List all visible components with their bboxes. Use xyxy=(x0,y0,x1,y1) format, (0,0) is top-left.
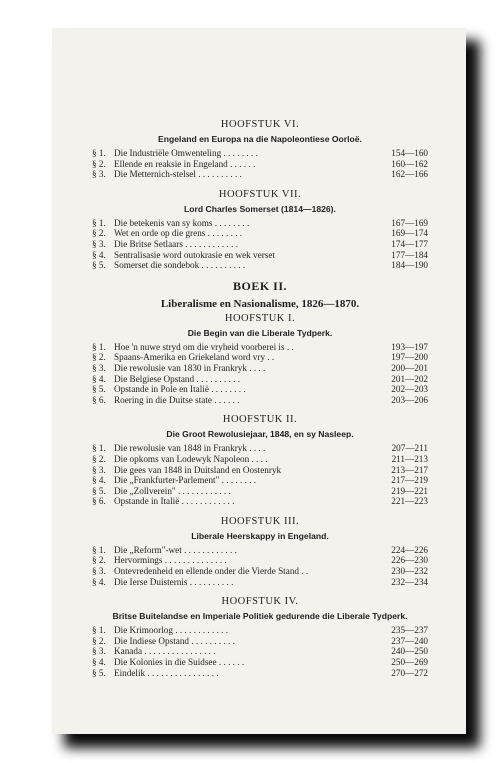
section-list xyxy=(92,148,428,180)
chapter-block xyxy=(92,413,428,507)
section-entry xyxy=(92,636,428,647)
section-number: § 4. xyxy=(92,576,106,587)
page-range: 207—211 xyxy=(391,443,428,454)
section-entry xyxy=(92,465,428,476)
section-title: Die rewolusie van 1848 in Frankryk . . . . xyxy=(114,443,266,454)
section-entry xyxy=(92,148,428,159)
section-title: Die Metternich-stelsel . . . . . . . . . . xyxy=(114,169,242,180)
section-entry xyxy=(92,374,428,385)
section-number: § 4. xyxy=(92,249,106,260)
page-range: 193—197 xyxy=(391,341,428,352)
section-title: Die Belgiese Opstand . . . . . . . . . . xyxy=(114,373,241,384)
page-range: 184—190 xyxy=(391,260,428,271)
section-entry xyxy=(92,577,428,588)
section-title: Ontevredenheid en ellende onder die Vierde Stand . . xyxy=(114,566,309,577)
page-range: 200—201 xyxy=(391,362,428,373)
section-entry xyxy=(92,475,428,486)
chapter-title: Britse Buitelandse en Imperiale Politiek gedurende die Liberale Tydperk. xyxy=(112,611,408,622)
section-number: § 4. xyxy=(92,373,106,384)
section-title: Eindelik . . . . . . . . . . . . . . . . xyxy=(114,667,219,678)
page-range: 169—174 xyxy=(391,228,428,239)
section-entry xyxy=(92,668,428,679)
section-title: Opstande in Italië . . . . . . . . . . . . xyxy=(114,496,235,507)
book-page xyxy=(52,28,466,734)
page-range: 221—223 xyxy=(391,496,428,507)
section-number: § 1. xyxy=(92,544,106,555)
section-entry xyxy=(92,625,428,636)
page-range: 232—234 xyxy=(391,576,428,587)
section-list xyxy=(92,625,428,678)
section-entry xyxy=(92,169,428,180)
chapter-block xyxy=(92,595,428,678)
section-title: Kanada . . . . . . . . . . . . . . . . xyxy=(114,646,216,657)
page-range: 230—232 xyxy=(391,566,428,577)
page-range: 211—213 xyxy=(391,453,428,464)
section-number: § 3. xyxy=(92,169,106,180)
section-entry xyxy=(92,363,428,374)
section-entry xyxy=(92,395,428,406)
chapter-block xyxy=(92,515,428,587)
section-list xyxy=(92,342,428,406)
section-entry xyxy=(92,228,428,239)
section-list xyxy=(92,218,428,271)
contents-part-a xyxy=(92,118,428,271)
page-range: 217—219 xyxy=(391,475,428,486)
section-number: § 2. xyxy=(92,555,106,566)
section-list xyxy=(92,443,428,507)
section-title: Die „Frankfurter-Parlement" . . . . . . . . xyxy=(114,475,257,486)
section-entry xyxy=(92,218,428,229)
page-range: 240—250 xyxy=(391,646,428,657)
section-number: § 6. xyxy=(92,496,106,507)
chapter-heading: HOOFSTUK VI. xyxy=(220,119,300,130)
book-subtitle: Liberalisme en Nasionalisme, 1826—1870. xyxy=(160,297,360,310)
chapter-title: Liberale Heerskappy in Engeland. xyxy=(191,530,329,541)
chapter-block xyxy=(92,312,428,406)
page-range: 224—226 xyxy=(391,544,428,555)
section-entry xyxy=(92,443,428,454)
section-title: Roering in die Duitse state . . . . . . xyxy=(114,394,240,405)
chapter-block xyxy=(92,118,428,180)
section-number: § 5. xyxy=(92,384,106,395)
section-title: Die betekenis van sy koms . . . . . . . . xyxy=(114,217,250,228)
section-number: § 4. xyxy=(92,475,106,486)
page-range: 162—166 xyxy=(391,169,428,180)
section-entry xyxy=(92,657,428,668)
section-number: § 5. xyxy=(92,667,106,678)
section-number: § 3. xyxy=(92,362,106,373)
section-entry xyxy=(92,260,428,271)
section-title: Die opkoms van Lodewyk Napoleon . . . . xyxy=(114,453,268,464)
section-entry xyxy=(92,454,428,465)
chapter-heading: HOOFSTUK IV. xyxy=(221,596,299,608)
chapter-title: Die Begin van die Liberale Tydperk. xyxy=(187,327,333,338)
chapter-block xyxy=(92,188,428,271)
section-title: Wet en orde op die grens . . . . . . . . xyxy=(114,228,243,239)
chapter-heading: HOOFSTUK III. xyxy=(220,515,300,527)
chapter-heading: HOOFSTUK VII. xyxy=(218,188,302,200)
section-title: Sentralisasie word outokrasie en wek verset xyxy=(114,249,275,260)
section-title: Die Ierse Duisternis . . . . . . . . . . xyxy=(114,576,234,587)
page-range: 270—272 xyxy=(391,667,428,678)
chapter-heading: HOOFSTUK II. xyxy=(222,414,298,426)
section-title: Ellende en reaksie in Engeland . . . . . . xyxy=(114,158,256,169)
section-entry xyxy=(92,646,428,657)
section-title: Die gees van 1848 in Duitsland en Oostenryk xyxy=(114,464,282,475)
section-title: Die Industriële Omwenteling . . . . . . . . xyxy=(114,148,258,158)
section-number: § 4. xyxy=(92,657,106,668)
section-entry xyxy=(92,250,428,261)
section-number: § 5. xyxy=(92,260,106,271)
page-range: 219—221 xyxy=(391,485,428,496)
page-range: 201—202 xyxy=(391,373,428,384)
chapter-heading: HOOFSTUK I. xyxy=(224,312,296,324)
page-range: 203—206 xyxy=(391,394,428,405)
section-title: Spaans-Amerika en Griekeland word vry . . xyxy=(114,352,275,363)
section-entry xyxy=(92,159,428,170)
section-number: § 1. xyxy=(92,341,106,352)
section-number: § 1. xyxy=(92,217,106,228)
section-title: Die „Reform"-wet . . . . . . . . . . . . xyxy=(114,544,237,555)
contents-part-b xyxy=(92,312,428,678)
section-list xyxy=(92,545,428,587)
page-range: 237—240 xyxy=(391,635,428,646)
section-entry xyxy=(92,352,428,363)
section-title: Hervormings . . . . . . . . . . . . . . xyxy=(114,555,227,566)
section-number: § 5. xyxy=(92,485,106,496)
section-number: § 2. xyxy=(92,158,106,169)
page-range: 202—203 xyxy=(391,384,428,395)
section-number: § 6. xyxy=(92,394,106,405)
section-title: Die „Zollverein" . . . . . . . . . . . . xyxy=(114,485,231,496)
section-entry xyxy=(92,496,428,507)
page-range: 226—230 xyxy=(391,555,428,566)
section-number: § 2. xyxy=(92,228,106,239)
book-heading: BOEK II. xyxy=(232,278,287,293)
section-title: Die Kolonies in die Suidsee . . . . . . xyxy=(114,657,245,668)
chapter-title: Engeland en Europa na die Napoleontiese Oorloë. xyxy=(158,134,362,144)
section-number: § 2. xyxy=(92,453,106,464)
page-range: 197—200 xyxy=(391,352,428,363)
page-range: 160—162 xyxy=(391,158,428,169)
section-number: § 3. xyxy=(92,464,106,475)
section-entry xyxy=(92,384,428,395)
section-entry xyxy=(92,545,428,556)
section-number: § 3. xyxy=(92,238,106,249)
page-range: 250—269 xyxy=(391,657,428,668)
section-title: Die rewolusie van 1830 in Frankryk . . . . xyxy=(114,362,266,373)
section-entry xyxy=(92,239,428,250)
section-title: Die Krimoorlog . . . . . . . . . . . . xyxy=(114,625,229,636)
section-entry xyxy=(92,566,428,577)
page-range: 167—169 xyxy=(391,217,428,228)
section-entry xyxy=(92,555,428,566)
page-range: 177—184 xyxy=(391,249,428,260)
section-number: § 3. xyxy=(92,646,106,657)
section-number: § 1. xyxy=(92,625,106,636)
section-entry xyxy=(92,486,428,497)
section-title: Die Britse Setlaars . . . . . . . . . . . . xyxy=(114,238,239,249)
section-title: Die Indiese Opstand . . . . . . . . . . xyxy=(114,635,235,646)
page-range: 235—237 xyxy=(391,625,428,636)
section-number: § 2. xyxy=(92,635,106,646)
chapter-title: Die Groot Rewolusiejaar, 1848, en sy Nasleep. xyxy=(166,429,354,440)
section-entry xyxy=(92,342,428,353)
page-range: 154—160 xyxy=(391,148,428,158)
section-number: § 2. xyxy=(92,352,106,363)
section-title: Hoe 'n nuwe stryd om die vryheid voorberei is . . xyxy=(114,341,294,352)
section-number: § 1. xyxy=(92,148,106,158)
section-title: Somerset die sondebok . . . . . . . . . . xyxy=(114,260,246,271)
section-number: § 3. xyxy=(92,566,106,577)
section-title: Opstande in Pole en Italië . . . . . . . . xyxy=(114,384,246,395)
page-range: 174—177 xyxy=(391,238,428,249)
page-range: 213—217 xyxy=(391,464,428,475)
section-number: § 1. xyxy=(92,443,106,454)
chapter-title: Lord Charles Somerset (1814—1826). xyxy=(184,203,336,214)
